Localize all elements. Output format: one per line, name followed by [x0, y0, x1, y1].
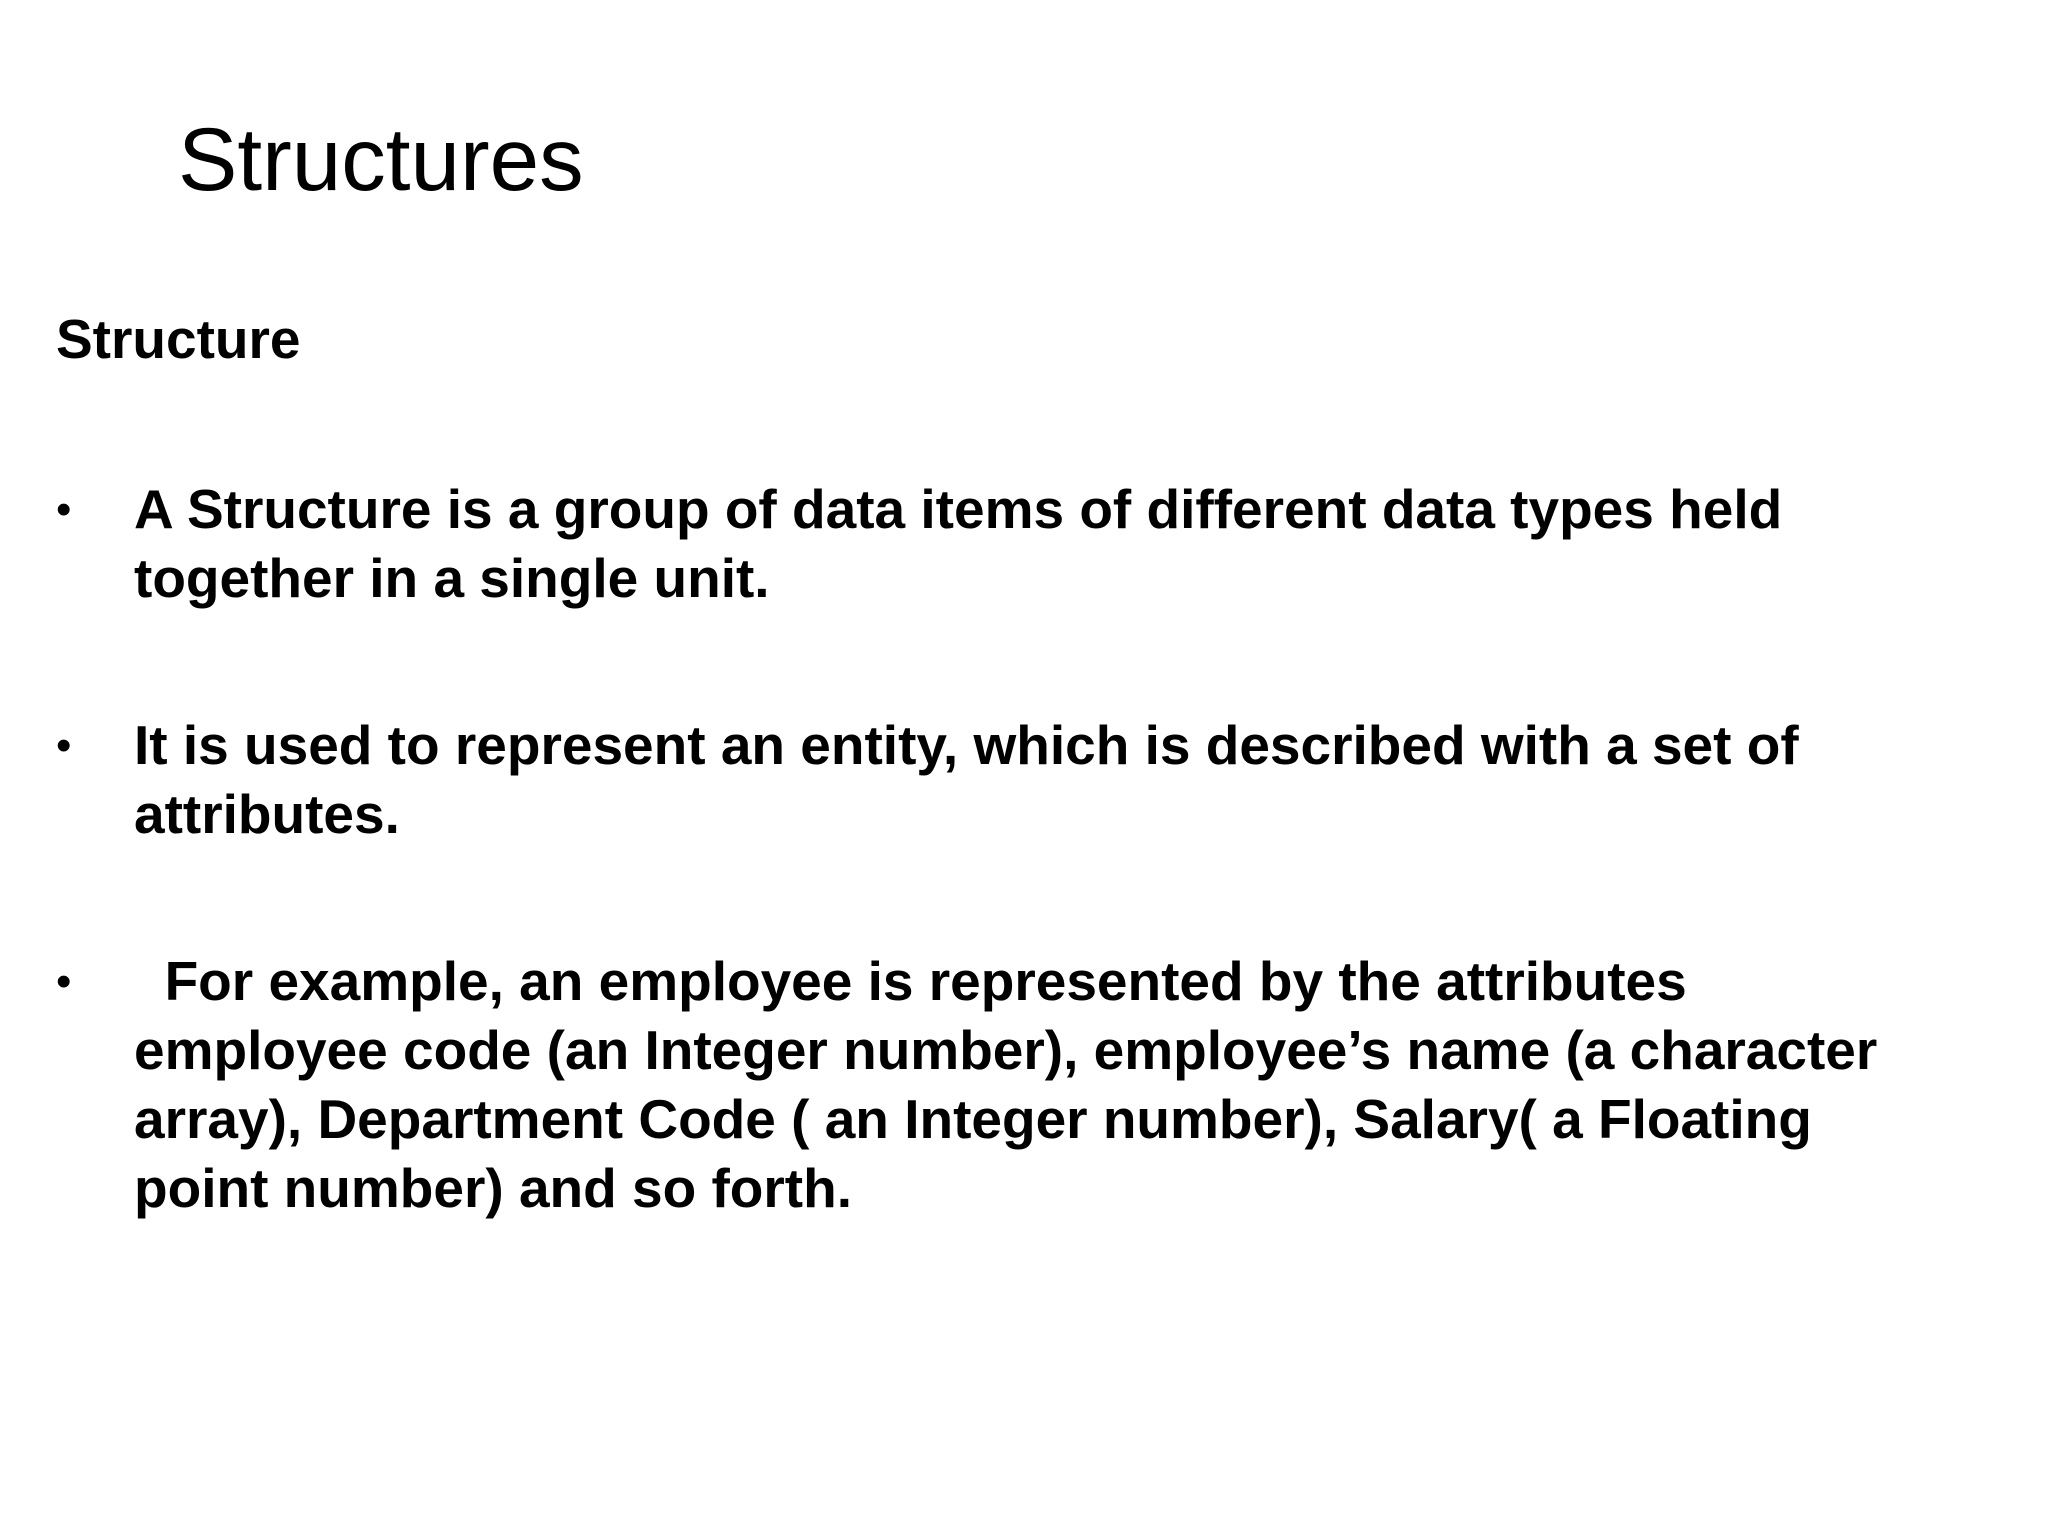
slide-subheading: Structure: [56, 308, 301, 370]
slide-title: Structures: [178, 109, 584, 209]
bullet-text: It is used to represent an entity, which is described with a set of attributes.: [134, 714, 1799, 845]
bullet-dot-icon: •: [56, 721, 72, 770]
bullet-dot-icon: •: [56, 957, 72, 1006]
bullet-dot-icon: •: [56, 485, 72, 534]
bullet-text: A Structure is a group of data items of different data types held together in a single unit.: [134, 478, 1783, 609]
bullet-text: For example, an employee is represented by the attributes employee code (an Integer number), employee’s name (a character array), Department Code ( an Integer number), Salary( a Floating point number) and so forth.: [134, 950, 1878, 1219]
